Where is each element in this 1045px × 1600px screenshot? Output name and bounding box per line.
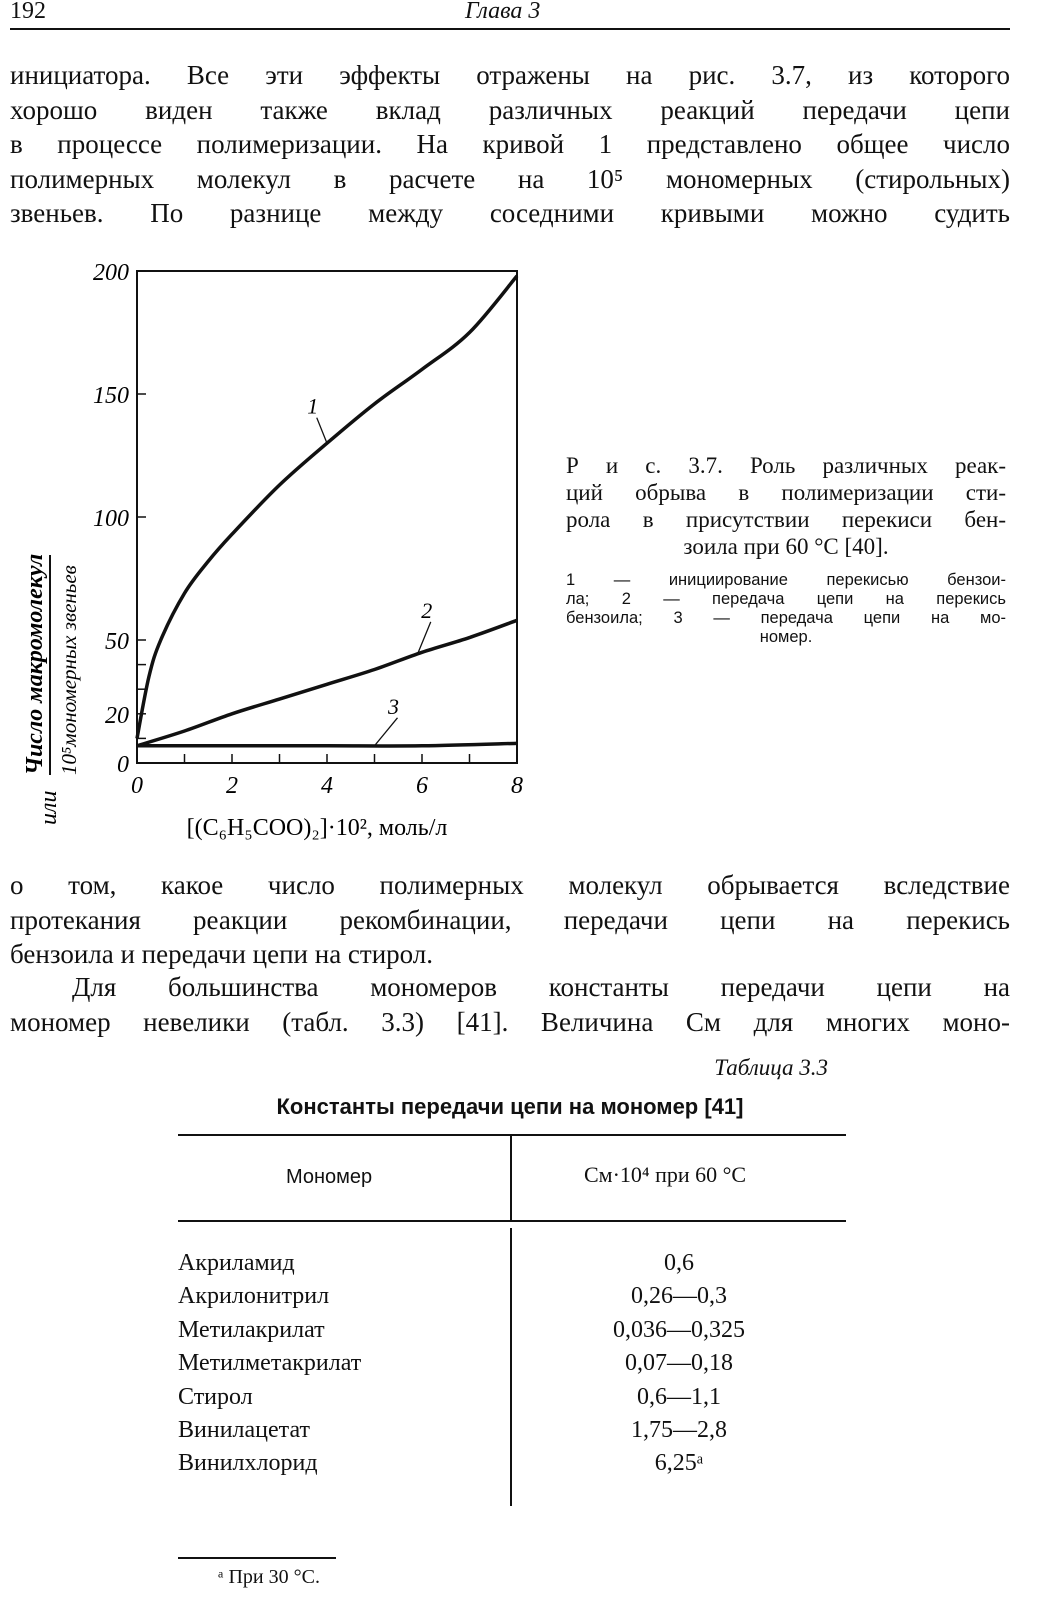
table-cell-value: 0,036—0,325 [613,1316,745,1343]
page-number: 192 [10,0,46,24]
table-footnote: ᵃ При 30 °С. [218,1566,320,1588]
x-tick-label: 8 [511,773,523,799]
table-header-rule [178,1220,846,1222]
curve-label: 1 [307,393,319,419]
text-line: мономер невелики (табл. 3.3) [41]. Величина Cм для многих моно- [10,1006,1010,1037]
table-cell-monomer: Акриламид [178,1250,295,1276]
series-line-1 [137,276,517,738]
figure-caption [566,452,1006,560]
text-line: протекания реакции рекомбинации, передачи цепи на перекись [10,904,1010,935]
table-label: Таблица 3.3 [714,1055,828,1080]
y-tick-label: 150 [93,383,129,409]
page-header [10,0,1010,30]
text-line: в процессе полимеризации. На кривой 1 представлено общее число [10,129,1010,159]
table-cell-monomer: Метилметакрилат [178,1350,362,1377]
y-tick-label: 0 [117,752,129,778]
paragraph-3 [10,970,1010,1039]
figure-legend [566,571,1006,647]
paragraph-2 [10,868,1010,972]
curve-label: 2 [421,597,433,623]
table-cell-value: 1,75—2,8 [631,1417,727,1443]
y-tick-label: 200 [93,260,129,286]
x-tick-label: 2 [226,773,238,799]
running-title: Глава 3 [465,0,541,24]
legend-line: ла; 2 — передача цепи на перекись [566,590,1006,608]
text-line: звеньев. По разнице между соседними кривыми можно судить [10,198,1010,228]
table-header-divider [510,1136,512,1220]
table-cell-monomer: Винилхлорид [178,1450,318,1477]
table-cell-monomer: Акрилонитрил [178,1283,330,1310]
y-tick-label: 50 [105,629,129,655]
text-line: хорошо виден также вклад различных реакций передачи цепи [10,94,1010,125]
text-line: полимерных молекул в расчете на 10⁵ мономерных (стирольных) [10,163,1010,194]
legend-line: 1 — инициирование перекисью бензои- [566,571,1006,589]
table-cell-monomer: Винилацетат [178,1417,310,1443]
figure-3-7-chart [0,255,560,855]
x-tick-label: 0 [131,773,143,799]
x-tick-label: 6 [416,773,428,799]
table-title: Константы передачи цепи на мономер [41] [276,1094,744,1119]
text-line: бензоила и передачи цепи на стирол. [10,939,434,969]
y-tick-label: 20 [105,702,129,729]
table-cell-value: 6,25ᵃ [654,1450,704,1477]
curve-label: 3 [388,693,399,719]
col-header-cm: Cм·10⁴ при 60 °С [584,1162,747,1187]
x-axis-label: [(C₆H₅COO)₂]·10², моль/л [186,815,448,841]
y-label-sub: 10⁵мономерных звеньев [57,565,81,775]
col-header-monomer: Мономер [286,1166,373,1188]
legend-line: бензоила; 3 — передача цепи на мо- [566,609,1006,627]
x-tick-label: 4 [321,773,333,799]
table-cell-value: 0,6 [664,1250,694,1276]
table-cell-value: 0,26—0,3 [631,1283,727,1310]
plot-frame [137,271,517,763]
table-cell-value: 0,6—1,1 [637,1383,721,1410]
y-axis-label-right [22,554,81,825]
table-cell-monomer: Стирол [178,1383,253,1410]
text-line: Для большинства мономеров константы передачи цепи на [72,972,1010,1002]
y-label-or: или [36,790,62,825]
plot-area [93,260,523,841]
caption-line: зоила при 60 °С [40]. [683,534,889,559]
text-line: о том, какое число полимерных молекул обрывается вследствие [10,870,1010,900]
caption-line: рола в присутствии перекиси бен- [566,507,1006,532]
text-line: инициатора. Все эти эффекты отражены на рис. 3.7, из которого [10,60,1010,90]
paragraph-1 [10,58,1010,231]
table-top-rule [178,1134,846,1136]
table-cell-monomer: Метилакрилат [178,1316,325,1343]
caption-line: Р и с. 3.7. Роль различных реак- [566,453,1006,478]
caption-line: ций обрыва в полимеризации сти- [566,480,1006,505]
table-cell-value: 0,07—0,18 [625,1350,733,1377]
curve-leader-line [375,718,398,746]
series-line-3 [137,743,517,746]
series-line-2 [137,620,517,745]
legend-line: номер. [759,628,813,646]
curve-leader-line [317,418,327,444]
y-label-main: Число макромолекул [22,553,48,775]
y-tick-label: 100 [93,506,129,532]
footnote-rule [178,1557,336,1559]
